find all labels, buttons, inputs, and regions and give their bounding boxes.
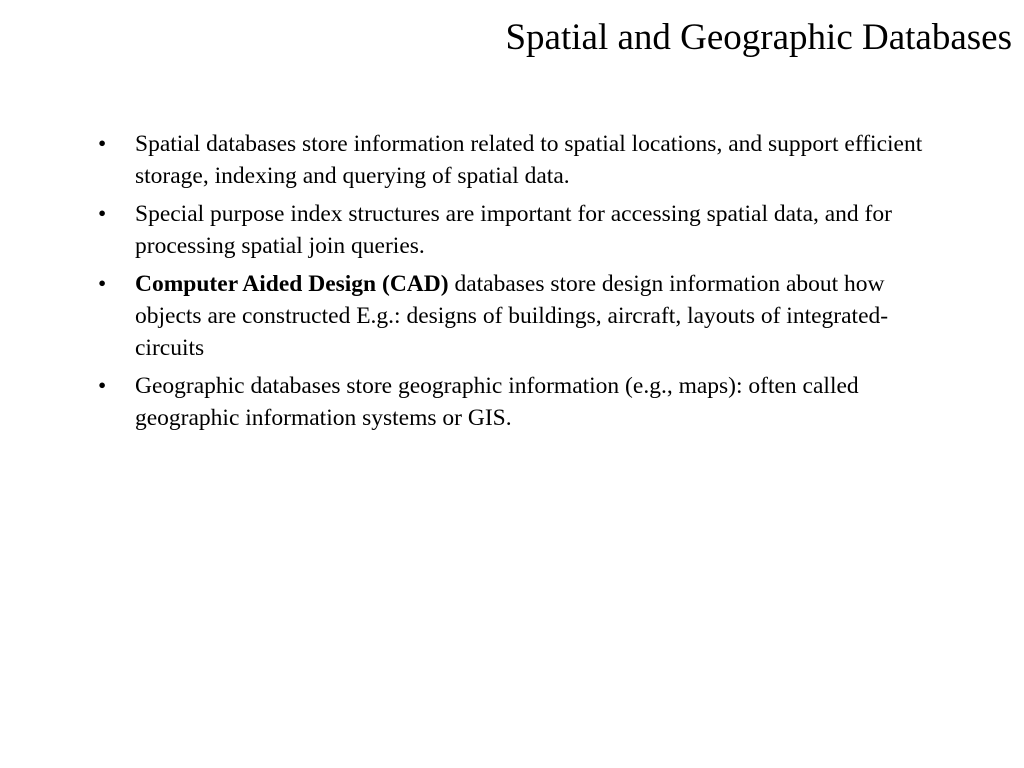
slide-title: Spatial and Geographic Databases xyxy=(505,17,1012,58)
bullet-bold-text: Computer Aided Design (CAD) xyxy=(135,271,449,297)
bullet-dot-icon: • xyxy=(98,131,107,157)
bullet-text: databases store design information about how objects are constructed E.g.: designs of buildings, aircraft, layouts of integrated-circuits xyxy=(135,271,889,361)
bullet-item xyxy=(95,268,935,364)
bullet-dot-icon: • xyxy=(98,201,107,227)
bullet-dot-icon: • xyxy=(98,373,107,399)
bullet-item xyxy=(95,370,935,434)
bullet-dot-icon: • xyxy=(98,271,107,297)
bullet-text: Special purpose index structures are important for accessing spatial data, and for processing spatial join queries. xyxy=(135,201,892,259)
bullet-text: Geographic databases store geographic information (e.g., maps): often called geographic information systems or GIS. xyxy=(135,373,859,431)
bullet-item xyxy=(95,128,935,192)
bullet-text: Spatial databases store information related to spatial locations, and support efficient storage, indexing and querying of spatial data. xyxy=(135,131,923,189)
bullet-item xyxy=(95,198,935,262)
bullet-list xyxy=(95,128,935,440)
